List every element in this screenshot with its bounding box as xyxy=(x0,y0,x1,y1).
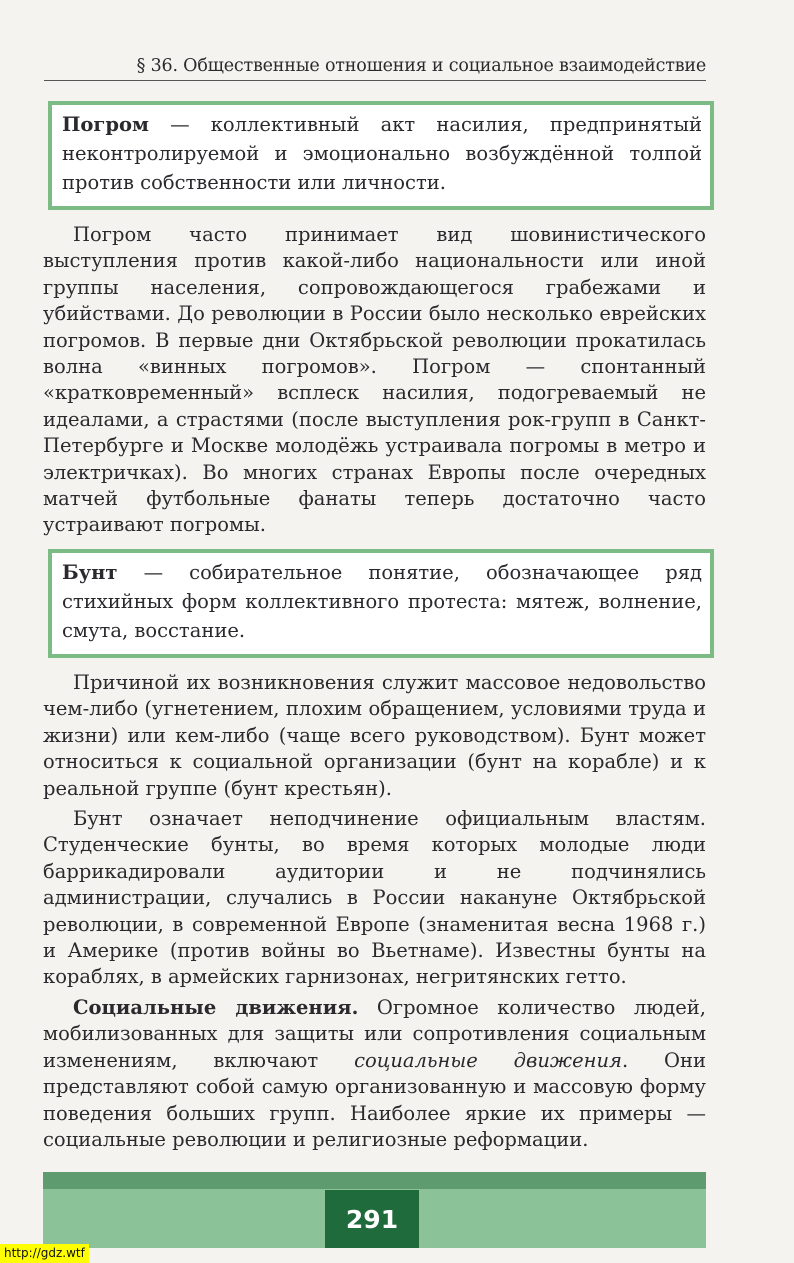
definition-text: — коллективный акт насилия, предпринятый неконтролируемой и эмоционально возбуждённой толпой против собственности или личности. xyxy=(62,113,702,194)
text-block-2 xyxy=(43,670,706,1157)
italic-term: социальные движения xyxy=(354,1048,622,1072)
running-header: § 36. Общественные отношения и социальное взаимодействие xyxy=(136,56,706,76)
definition-term: Погром xyxy=(62,113,149,136)
paragraph-causes: Причиной их возникновения служит массовое недовольство чем-либо (угнетением, плохим обращением, условиями труда и жизни) или кем-либо (чаще всего руководством). Бунт может относиться к социальной организации (бунт на корабле) и к реальной группе (бунт крестьян). xyxy=(43,671,706,800)
definition-text: — собирательное понятие, обозначающее ряд стихийных форм коллективного протеста: мятеж, волнение, смута, восстание. xyxy=(62,561,702,642)
page-number: 291 xyxy=(325,1190,419,1248)
section-term: Социальные движения. xyxy=(73,995,359,1019)
paragraph-text: . Они представляют собой самую организованную и массовую форму поведения больших групп. Наиболее яркие их примеры — социальные революции и религиозные реформации. xyxy=(43,1048,706,1151)
paragraph-bunt: Бунт означает неподчинение официальным властям. Студенческие бунты, во время которых молодые люди баррикадировали аудитории и не подчинялись администрации, случались в России накануне Октябрьской революции, в современной Европе (знаменитая весна 1968 г.) и Америке (против войны во Вьетнаме). Известны бунты на кораблях, в армейских гарнизонах, негритянских гетто. xyxy=(43,807,706,989)
definition-box-bunt xyxy=(48,549,714,658)
header-rule xyxy=(44,80,706,81)
definition-box-pogrom xyxy=(48,101,714,210)
footer-strip xyxy=(43,1172,706,1189)
watermark-link[interactable]: http://gdz.wtf xyxy=(0,1244,89,1263)
text-block-1 xyxy=(43,222,706,543)
paragraph-pogrom: Погром часто принимает вид шовинистического выступления против какой-либо национальности или иной группы населения, сопровождающегося грабежами и убийствами. До революции в России было несколько еврейских погромов. В первые дни Октябрьской революции прокатилась волна «винных погромов». Погром — спонтанный «кратковременный» всплеск насилия, подогреваемый не идеалами, а страстями (после выступления рок-групп в Санкт-Петербурге и Москве молодёжь устраивала погромы в метро и электричках). Во многих странах Европы после очередных матчей футбольные фанаты теперь достаточно часто устраивают погромы. xyxy=(43,223,706,537)
definition-term: Бунт xyxy=(62,561,118,584)
paragraph-social-movements xyxy=(43,995,706,1153)
paragraph-text: Огромное количество людей, мобилизованных для защиты или сопротивления социальным изменениям, включают xyxy=(43,995,706,1072)
